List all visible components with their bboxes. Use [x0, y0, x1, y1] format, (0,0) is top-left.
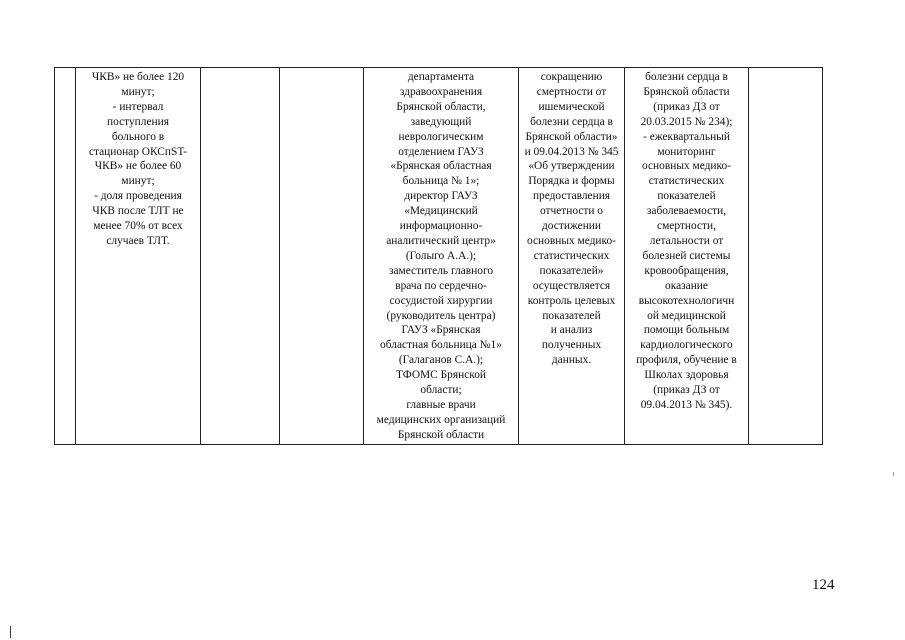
table-cell-target-indicators: ЧКВ» не более 120 минут; - интервал поступления больного в стационар ОКСпST- ЧКВ» не более 60 минут; - доля проведения ЧКВ после ТЛТ не менее 70% от всех случаев ТЛТ. [76, 68, 201, 445]
table-cell-control-mechanism: сокращению смертности от ишемической болезни сердца в Брянской области» и 09.04.2013 № 345 «Об утверждении Порядка и формы предоставления отчетности о достижении основных медико- статистических показателей» осуществляется контроль целевых показателей и анализ полученных данных. [519, 68, 625, 445]
table-row [55, 68, 823, 445]
table-cell-empty-2 [280, 68, 364, 445]
scan-edge-mark [10, 626, 11, 638]
table-cell-empty-1 [201, 68, 280, 445]
scan-edge-dot [893, 472, 894, 476]
table-cell-responsible: департамента здравоохранения Брянской области, заведующий неврологическим отделением ГАУЗ «Брянская областная больница № 1»; директор ГАУЗ «Медицинский информационно- аналитический центр» (Голыго А.А.); заместитель главного врача по сердечно- сосудистой хирургии (руководитель центра) ГАУЗ «Брянская областная больница №1» (Галаганов С.А.); ТФОМС Брянской области; главные врачи медицинских организаций Брянской области [364, 68, 519, 445]
table-cell-empty-3 [749, 68, 823, 445]
document-table [54, 67, 823, 445]
table-cell-results: болезни сердца в Брянской области (приказ ДЗ от 20.03.2015 № 234); - ежеквартальный мониторинг основных медико- статистических показателей заболеваемости, смертности, летальности от болезней системы кровообращения, оказание высокотехнологичн ой медицинской помощи больным кардиологического профиля, обучение в Школах здоровья (приказ ДЗ от 09.04.2013 № 345). [625, 68, 749, 445]
table-cell-number [55, 68, 76, 445]
page-number: 124 [812, 577, 835, 593]
